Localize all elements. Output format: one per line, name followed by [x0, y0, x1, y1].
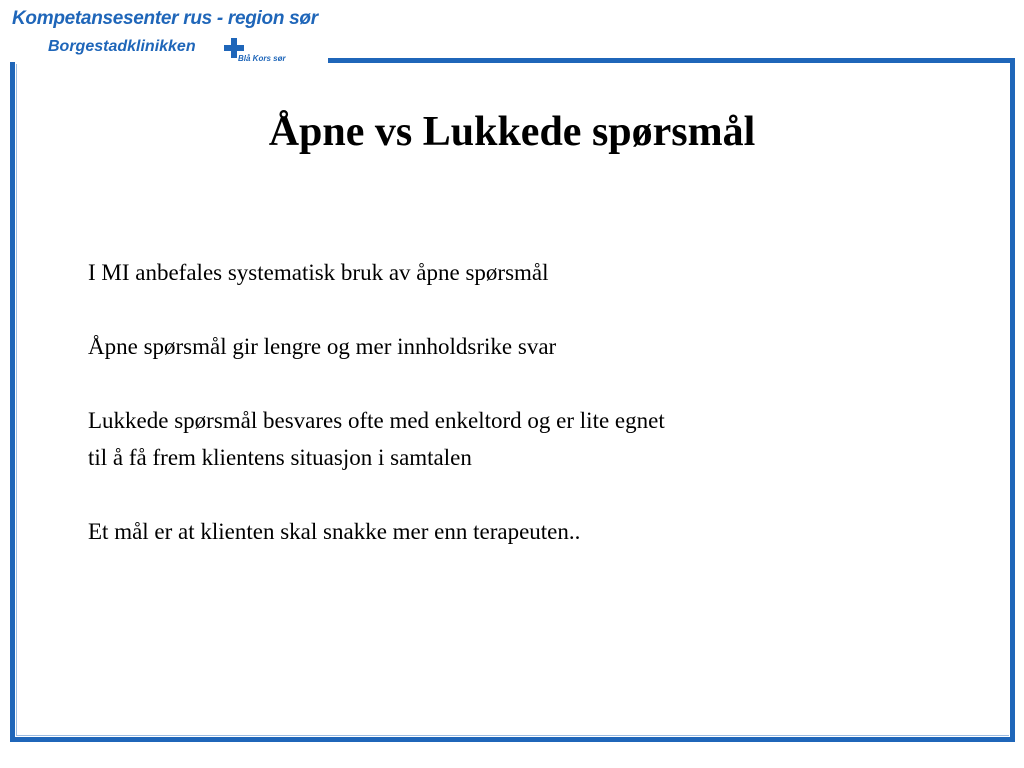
- logo-title: Kompetansesenter rus - region sør: [12, 8, 318, 29]
- paragraph-line: Lukkede spørsmål besvares ofte med enkeltord og er lite egnet: [88, 408, 665, 433]
- paragraph: [88, 402, 968, 476]
- logo-subtitle: Borgestadklinikken: [48, 38, 196, 55]
- paragraph-line: Et mål er at klienten skal snakke mer enn terapeuten..: [88, 519, 581, 544]
- frame-left-border: [10, 62, 15, 742]
- logo-tagline: Blå Kors sør: [238, 54, 286, 63]
- frame-bottom-border: [10, 737, 1015, 742]
- frame-top-border: [328, 58, 1015, 63]
- frame-inner-bottom-line: [16, 735, 1009, 736]
- frame-right-border: [1010, 58, 1015, 742]
- paragraph-line: til å få frem klientens situasjon i samtalen: [88, 445, 472, 470]
- paragraph: [88, 328, 968, 365]
- paragraph-line: I MI anbefales systematisk bruk av åpne spørsmål: [88, 260, 549, 285]
- slide-body: [88, 254, 968, 550]
- slide-title: Åpne vs Lukkede spørsmål: [268, 109, 756, 155]
- paragraph: [88, 513, 968, 550]
- frame-inner-left-line: [16, 64, 17, 736]
- logo: [8, 8, 328, 68]
- paragraph: [88, 254, 968, 291]
- paragraph-line: Åpne spørsmål gir lengre og mer innholdsrike svar: [88, 334, 557, 359]
